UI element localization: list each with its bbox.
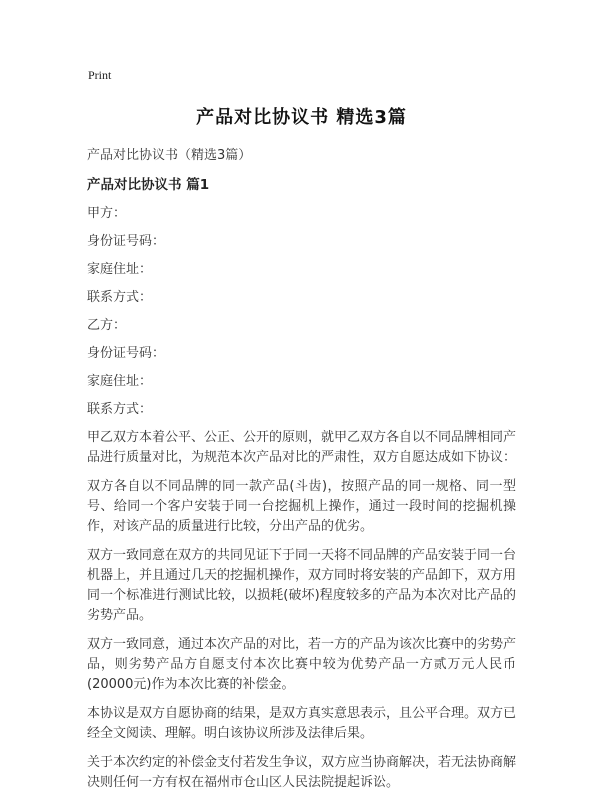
- section-heading-part1: 产品对比协议书 篇1: [87, 177, 210, 193]
- paragraph-comparison-method: 双方各自以不同品牌的同一款产品(斗齿)，按照产品的同一规格、同一型号、给同一个客户安装于同一台挖掘机上操作，通过一段时间的挖掘机操作，对该产品的质量进行比较，分出产品的优劣。: [87, 479, 516, 534]
- field-home-address-b: 家庭住址：: [87, 374, 153, 389]
- page-title: 产品对比协议书 精选3篇: [196, 107, 407, 128]
- paragraph-principles: 甲乙双方本着公平、公正、公开的原则，就甲乙双方各自以不同品牌相同产品进行质量对比，为规范本次产品对比的严肃性，双方自愿达成如下协议：: [87, 430, 517, 465]
- paragraph-compensation: 双方一致同意，通过本次产品的对比，若一方的产品为该次比赛中的劣势产品，则劣势产品方自愿支付本次比赛中较为优势产品一方贰万元人民币(20000元)作为本次比赛的补偿金。: [87, 637, 517, 692]
- paragraph-voluntary-agreement: 本协议是双方自愿协商的结果，是双方真实意思表示，且公平合理。双方已经全文阅读、理解。明白该协议所涉及法律后果。: [87, 706, 517, 741]
- paragraph-dispute-resolution: 关于本次约定的补偿金支付若发生争议，双方应当协商解决，若无法协商解决则任何一方有权在福州市仓山区人民法院提起诉讼。: [87, 755, 517, 790]
- field-contact-b: 联系方式：: [87, 402, 153, 417]
- print-button[interactable]: Print: [88, 68, 112, 82]
- field-home-address-a: 家庭住址：: [87, 262, 153, 277]
- field-party-a: 甲方：: [87, 206, 127, 221]
- field-contact-a: 联系方式：: [87, 290, 153, 305]
- paragraph-testing-procedure: 双方一致同意在双方的共同见证下于同一天将不同品牌的产品安装于同一台机器上，并且通过几天的挖掘机操作，双方同时将安装的产品卸下，双方用同一个标准进行测试比较，以损耗(破坏)程度较多的产品为本次对比产品的劣势产品。: [87, 548, 517, 623]
- doc-subtitle: 产品对比协议书（精选3篇）: [87, 148, 252, 163]
- field-party-b: 乙方：: [87, 318, 127, 333]
- field-id-number-a: 身份证号码：: [87, 234, 166, 249]
- field-id-number-b: 身份证号码：: [87, 346, 166, 361]
